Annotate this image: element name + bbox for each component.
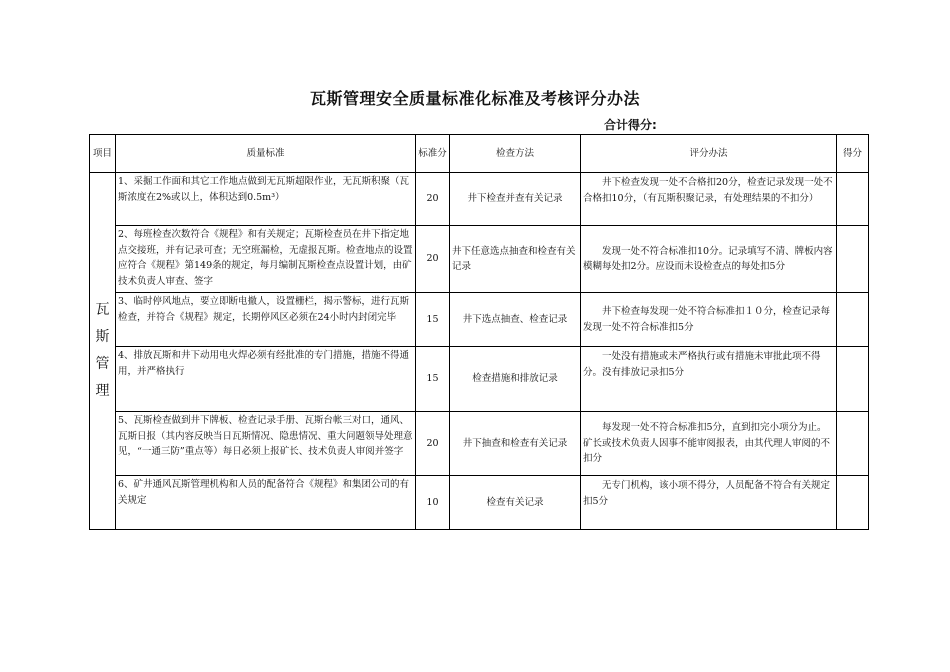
item-char: 斯: [95, 329, 110, 345]
table-row: [90, 226, 869, 293]
got-cell[interactable]: [837, 226, 869, 293]
scoring-cell: 发现一处不符合标准扣10分。记录填写不清、牌板内容模糊每处扣2分。应设而未设检查点的每处扣5分: [581, 226, 837, 293]
item-char: 管: [95, 356, 110, 372]
item-char: 瓦: [95, 302, 110, 318]
scoring-cell: 井下检查发现一处不合格扣20分，检查记录发现一处不合格扣10分，（有瓦斯积聚记录，有处理结果的不扣分）: [581, 173, 837, 226]
scoring-cell: 每发现一处不符合标准扣5分，直到扣完小项分为止。矿长或技术负责人因事不能审阅报表，由其代理人审阅的不扣分: [581, 412, 837, 476]
standard-cell: 1、采掘工作面和其它工作地点做到无瓦斯超限作业，无瓦斯积聚（瓦斯浓度在2%或以上，体积达到0.5m³）: [116, 173, 416, 226]
got-cell[interactable]: [837, 173, 869, 226]
scoring-cell: 无专门机构，该小项不得分，人员配备不符合有关规定扣5分: [581, 476, 837, 530]
points-cell: 20: [416, 226, 450, 293]
header-item: 项目: [90, 135, 116, 173]
table-row: [90, 293, 869, 347]
points-cell: 20: [416, 173, 450, 226]
got-cell[interactable]: [837, 347, 869, 412]
header-got: 得分: [837, 135, 869, 173]
scoring-cell: 一处没有措施或未严格执行或有措施未审批此项不得分。没有排放记录扣5分: [581, 347, 837, 412]
document-title: 瓦斯管理安全质量标准化标准及考核评分办法: [309, 89, 640, 108]
table-row: [90, 412, 869, 476]
table-row: [90, 347, 869, 412]
points-cell: 15: [416, 293, 450, 347]
standard-cell: 6、矿井通风瓦斯管理机构和人员的配备符合《规程》和集团公司的有关规定: [116, 476, 416, 530]
table-row: [90, 476, 869, 530]
header-standard: 质量标准: [116, 135, 416, 173]
got-cell[interactable]: [837, 476, 869, 530]
points-cell: 15: [416, 347, 450, 412]
standard-cell: 3、临时停风地点，要立即断电撤人，设置栅栏，揭示警标，进行瓦斯检查，并符合《规程》规定，长期停风区必须在24小时内封闭完毕: [116, 293, 416, 347]
header-scoring: 评分办法: [581, 135, 837, 173]
points-cell: 10: [416, 476, 450, 530]
method-cell: 井下任意选点抽查和检查有关记录: [450, 226, 581, 293]
method-cell: 检查有关记录: [450, 476, 581, 530]
scoring-cell: 井下检查每发现一处不符合标准扣１０分，检查记录每发现一处不符合标准扣5分: [581, 293, 837, 347]
header-points: 标准分: [416, 135, 450, 173]
standard-cell: 5、瓦斯检查做到井下牌板、检查记录手册、瓦斯台帐三对口，通风、瓦斯日报（其内容反映当日瓦斯情况、隐患情况、重大问题领导处理意见，“一通三防”重点等）每日必须上报矿长、技术负责人审阅并签字: [116, 412, 416, 476]
got-cell[interactable]: [837, 293, 869, 347]
method-cell: 井下抽查和检查有关记录: [450, 412, 581, 476]
table-header-row: [90, 135, 869, 173]
got-cell[interactable]: [837, 412, 869, 476]
method-cell: 井下检查并查有关记录: [450, 173, 581, 226]
header-method: 检查方法: [450, 135, 581, 173]
method-cell: 井下选点抽查、检查记录: [450, 293, 581, 347]
table-row: [90, 173, 869, 226]
item-category-cell: [90, 173, 116, 530]
scoring-table: [89, 134, 869, 530]
standard-cell: 2、每班检查次数符合《规程》和有关规定；瓦斯检查员在井下指定地点交接班，并有记录可查；无空班漏检，无虚报瓦斯。检查地点的设置应符合《规程》第149条的规定，每月编制瓦斯检查点设置计划，由矿技术负责人审查、签字: [116, 226, 416, 293]
points-cell: 20: [416, 412, 450, 476]
standard-cell: 4、排放瓦斯和井下动用电火焊必须有经批准的专门措施，措施不得通用，并严格执行: [116, 347, 416, 412]
method-cell: 检查措施和排放记录: [450, 347, 581, 412]
total-score-label: 合计得分:: [604, 118, 657, 132]
item-char: 理: [95, 383, 110, 399]
